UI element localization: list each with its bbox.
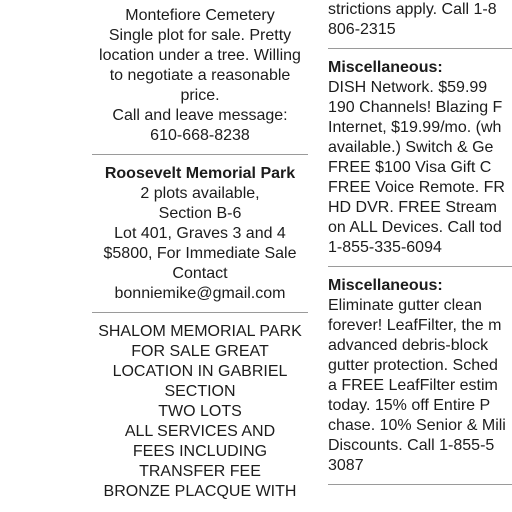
email-address: bonniemike@gmail.com <box>114 285 286 302</box>
ad-line: $5800, For Immediate Sale <box>103 245 297 262</box>
ad-line: TRANSFER FEE <box>139 463 261 480</box>
phone-number: 806-2315 <box>328 21 396 38</box>
ad-fragment-top <box>328 0 512 40</box>
ad-line: Montefiore Cemetery <box>125 7 275 24</box>
ad-line: strictions apply. Call 1-8 <box>328 1 497 18</box>
ad-line: advanced debris-block <box>328 337 489 354</box>
phone-number: 1-855-335-6094 <box>328 239 442 256</box>
ad-separator <box>92 154 308 155</box>
ad-heading: Miscellaneous: <box>328 277 443 294</box>
ad-line: SECTION <box>164 383 236 400</box>
phone-number: 610-668-8238 <box>150 127 250 144</box>
ad-line: Internet, $19.99/mo. (wh <box>328 119 502 136</box>
ad-line: Section B-6 <box>158 205 242 222</box>
ad-line: DISH Network. $59.99 <box>328 79 488 96</box>
ad-separator <box>328 484 512 485</box>
ad-line: gutter protection. Sched <box>328 357 498 374</box>
ad-line: Lot 401, Graves 3 and 4 <box>114 225 286 242</box>
ad-shalom-memorial-park <box>92 322 308 502</box>
ad-roosevelt-memorial-park <box>92 164 308 304</box>
ad-montefiore-cemetery <box>92 6 308 146</box>
ad-line: Contact <box>172 265 228 282</box>
left-column <box>92 6 308 502</box>
ad-line: available.) Switch & Ge <box>328 139 494 156</box>
ad-line: LOCATION IN GABRIEL <box>112 363 288 380</box>
ad-line: Single plot for sale. Pretty <box>108 27 292 44</box>
ad-leaffilter <box>328 276 512 476</box>
ad-line: Discounts. Call 1-855-5 <box>328 437 495 454</box>
ad-line: SHALOM MEMORIAL PARK <box>98 323 302 340</box>
ad-dish-network <box>328 58 512 258</box>
ad-line: today. 15% off Entire P <box>328 397 491 414</box>
ad-line: location under a tree. Willing <box>99 47 301 64</box>
ad-separator <box>328 266 512 267</box>
ad-line: HD DVR. FREE Stream <box>328 199 497 216</box>
right-column <box>328 0 512 494</box>
ad-line: FREE $100 Visa Gift C <box>328 159 492 176</box>
ad-line: Call and leave message: <box>112 107 288 124</box>
ad-line: 190 Channels! Blazing F <box>328 99 503 116</box>
ad-line: BRONZE PLACQUE WITH <box>103 483 297 500</box>
ad-heading: Miscellaneous: <box>328 59 443 76</box>
ad-line: chase. 10% Senior & Mili <box>328 417 506 434</box>
ad-line: 2 plots available, <box>140 185 260 202</box>
ad-separator <box>328 48 512 49</box>
ad-line: FOR SALE GREAT <box>131 343 269 360</box>
ad-title: Roosevelt Memorial Park <box>104 165 296 182</box>
ad-line: TWO LOTS <box>158 403 242 420</box>
ad-separator <box>92 312 308 313</box>
ad-line: price. <box>180 87 220 104</box>
ad-line: a FREE LeafFilter estim <box>328 377 498 394</box>
ad-line: on ALL Devices. Call tod <box>328 219 502 236</box>
ad-line: to negotiate a reasonable <box>109 67 291 84</box>
ad-line: FREE Voice Remote. FR <box>328 179 505 196</box>
ad-line: ALL SERVICES AND <box>124 423 276 440</box>
ad-line: FEES INCLUDING <box>132 443 268 460</box>
ad-line: forever! LeafFilter, the m <box>328 317 502 334</box>
phone-number: 3087 <box>328 457 364 474</box>
ad-line: Eliminate gutter clean <box>328 297 482 314</box>
